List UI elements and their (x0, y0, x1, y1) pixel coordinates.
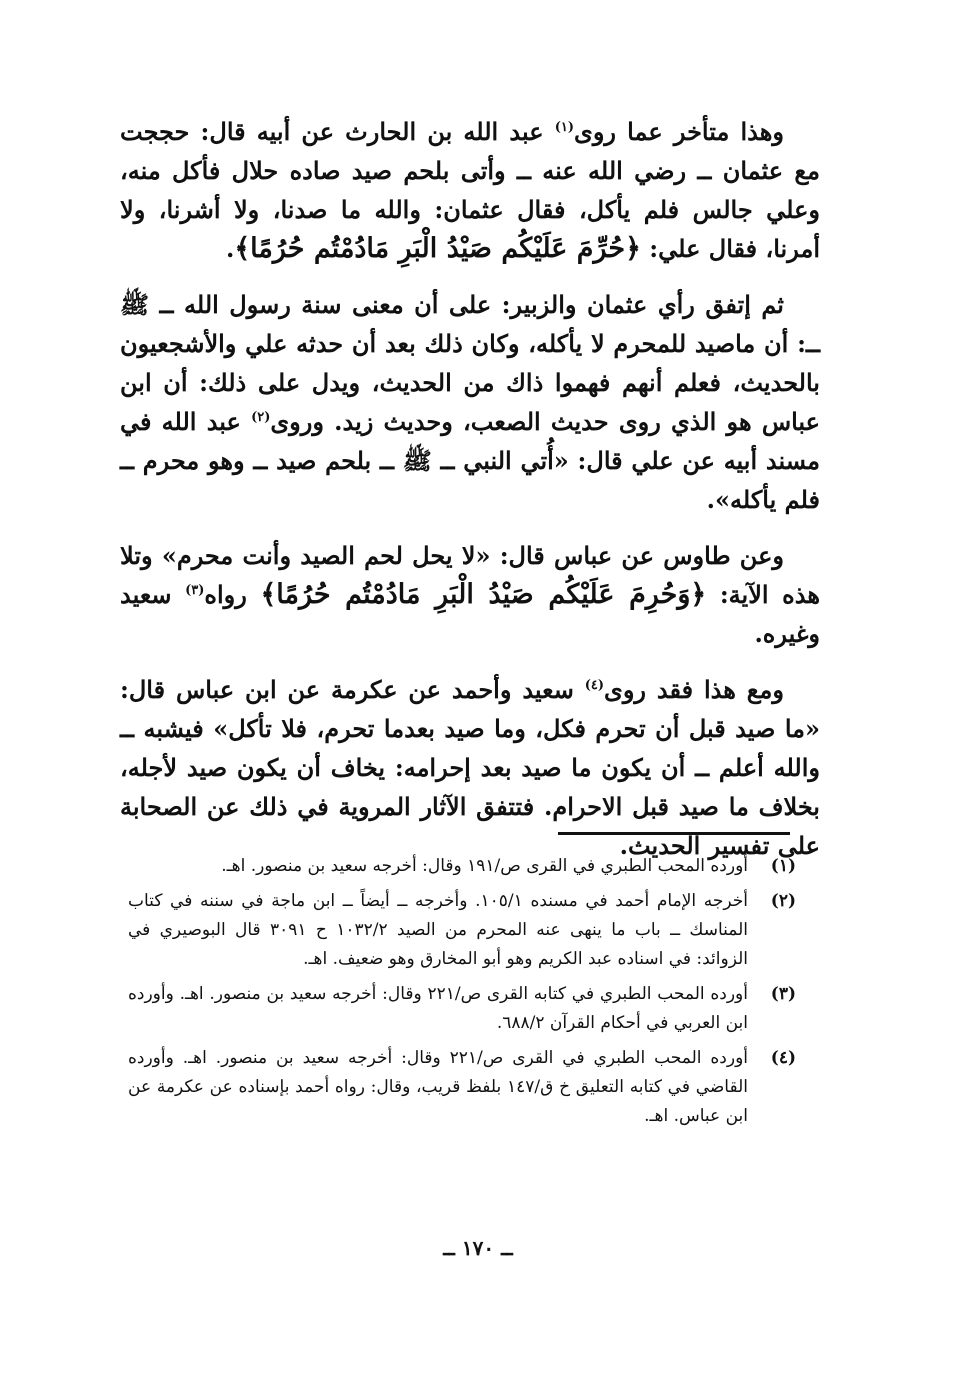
paragraph-2 (120, 285, 820, 519)
footnote-ref-3: (٣) (185, 583, 205, 598)
page-number: ــ ١٧٠ ــ (443, 1236, 513, 1260)
text-segment: وعن طاوس عن عباس قال: «لا يحل لحم الصيد وأنت محرم» وتلا هذه الآية: (120, 541, 820, 609)
footnote-3 (128, 980, 796, 1038)
footnote-separator (558, 832, 790, 835)
footnote-text: أورده المحب الطبري في كتابه القرى ص/٢٢١ وقال: أخرجه سعيد بن منصور. اهـ. وأورده ابن العربي في أحكام القرآن ٦٨٨/٢. (128, 984, 748, 1033)
paragraph-3 (120, 536, 820, 653)
text-segment: ثم إتفق رأي عثمان والزبير: على أن معنى سنة رسول الله ــ ﷺ ــ: أن ماصيد للمحرم لا يأكله، وكان ذلك بعد أن حدثه علي والأشجعيون بالحديث، فعلم أنهم فهموا ذاك من الحديث، ويدل على ذلك: أن ابن عباس هو الذي روى حديث الصعب، وحديث زيد. وروى (120, 290, 820, 436)
main-text (120, 112, 820, 865)
text-segment: عبد الله في مسند أبيه عن علي قال: «أُتي النبي ــ ﷺ ــ بلحم صيد ــ وهو محرم ــ فلم يأكله». (120, 407, 820, 514)
footnote-text: أورده المحب الطبري في القرى ص/٢٢١ وقال: أخرجه سعيد بن منصور. اهـ. وأورده القاضي في كتابه التعليق خ ق/١٤٧ بلفظ قريب، وقال: رواه أحمد بإسناده عن عكرمة عن ابن عباس. اهـ. (128, 1048, 749, 1126)
quran-verse: ﴿وَحُرِمَ عَلَيْكُم صَيْدُ الْبَرِ مَادُمْتُم حُرُمًا﴾ (260, 579, 707, 610)
footnote-1 (128, 852, 796, 881)
text-segment: سعيد وأحمد عن عكرمة عن ابن عباس قال: «ما صيد قبل أن تحرم فكل، وما صيد بعدما تحرم، فلا تأكل» فيشبه ــ والله أعلم ــ أن يكون ما صيد بعد إحرامه: يخاف أن يكون صيد لأجله، بخلاف ما صيد قبل الاحرام. فتتفق الآثار المروية في ذلك عن الصحابة على تفسير الحديث. (120, 675, 820, 860)
footnote-number: (٢) (770, 891, 796, 911)
footnote-number: (١) (770, 856, 796, 876)
text-segment: وهذا متأخر عما روى (574, 117, 785, 146)
text-segment: رواه (204, 580, 261, 609)
quran-verse: ﴿حُرِّمَ عَلَيْكُم صَيْدُ الْبَرِ مَادُمْتُم حُرُمًا﴾ (234, 233, 641, 264)
text-segment: سعيد وغيره. (120, 580, 820, 648)
footnote-ref-4: (٤) (584, 678, 605, 693)
footnote-text: أورده المحب الطبري في القرى ص/١٩١ وقال: أخرجه سعيد بن منصور. اهـ. (221, 856, 748, 876)
footnote-4 (128, 1044, 796, 1131)
footnote-ref-2: (٢) (251, 410, 271, 425)
footnote-number: (٤) (770, 1048, 796, 1068)
footnote-ref-1: (١) (554, 120, 575, 135)
footnotes (128, 852, 796, 1137)
text-segment: ومع هذا فقد روى (604, 675, 784, 704)
footnote-text: أخرجه الإمام أحمد في مسنده ١٠٥/١. وأخرجه ــ أيضاً ــ ابن ماجة في سننه في كتاب المناسك ــ باب ما ينهى عنه المحرم من الصيد ١٠٣٢/٢ ح ٣٠٩١ قال البوصيري في الزوائد: في اسناده عبد الكريم وهو أبو المخارق وهو ضعيف. اهـ. (128, 891, 749, 969)
text-segment: عبد الله بن الحارث عن أبيه قال: حججت مع عثمان ــ رضي الله عنه ــ وأتى بلحم صيد صاده حلال فأكل منه، وعلي جالس فلم يأكل، فقال عثمان: والله ما صدنا، ولا أشرنا، ولا أمرنا، فقال علي: (120, 117, 820, 263)
footnote-number: (٣) (770, 984, 796, 1004)
paragraph-1 (120, 112, 820, 268)
footnote-2 (128, 887, 796, 974)
text-segment: . (225, 234, 235, 263)
paragraph-4 (120, 670, 820, 865)
